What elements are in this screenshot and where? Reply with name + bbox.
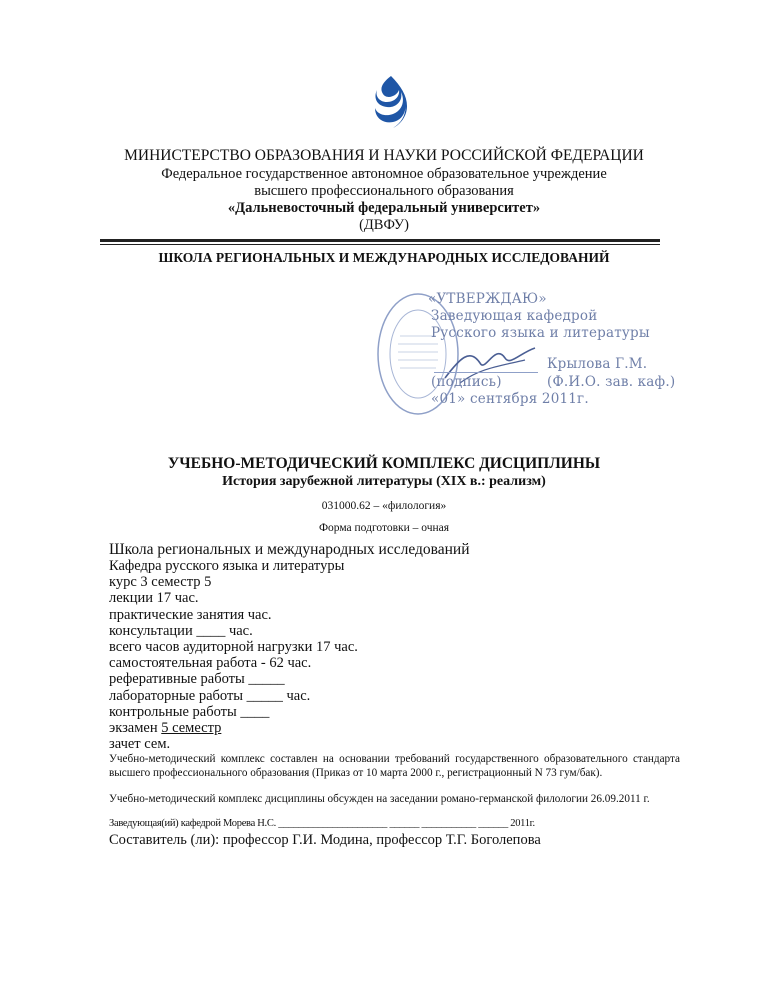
university-logo-icon [369, 74, 409, 130]
discussion-note: Учебно-методический комплекс дисциплины обсужден на заседании романо-германской филологии 26.09.2011 г. [109, 793, 650, 805]
university-abbr: (ДВФУ) [359, 217, 409, 233]
detail-consult: консультации ____ час. [109, 622, 253, 639]
name-label: (Ф.И.О. зав. каф.) [547, 374, 676, 390]
exam-value: 5 семестр [161, 720, 222, 737]
approval-name: Крылова Г.М. [547, 356, 648, 372]
institution-line-2: высшего профессионального образования [254, 183, 514, 199]
detail-labs: лабораторные работы _____ час. [109, 687, 311, 704]
speciality-code: 031000.62 – «филология» [321, 500, 447, 512]
detail-course: курс 3 семестр 5 [109, 574, 212, 591]
approval-position-1: Заведующая кафедрой [431, 308, 598, 324]
detail-credit: зачет сем. [109, 736, 171, 753]
university-name: «Дальневосточный федеральный университет» [227, 200, 541, 216]
detail-lectures: лекции 17 час. [109, 590, 199, 607]
detail-total: всего часов аудиторной нагрузки 17 час. [109, 639, 358, 656]
institution-line-1: Федеральное государственное автономное образовательное учреждение [161, 166, 607, 182]
header-divider-thick [100, 239, 660, 242]
signature-line [434, 372, 538, 373]
exam-prefix: экзамен [109, 720, 162, 737]
detail-practice: практические занятия час. [109, 606, 272, 623]
study-form: Форма подготовки – очная [318, 522, 450, 534]
detail-department: Кафедра русского языка и литературы [109, 558, 345, 574]
detail-exam [109, 720, 709, 736]
course-details [109, 541, 709, 752]
detail-control: контрольные работы ____ [109, 703, 270, 720]
signature-label: (подпись) [431, 374, 502, 390]
school-title: ШКОЛА РЕГИОНАЛЬНЫХ И МЕЖДУНАРОДНЫХ ИССЛЕДОВАНИЙ [158, 250, 610, 265]
department-head-line: Заведующая(ий) кафедрой Морева Н.С. ______________________ ______ ___________ ______ 2011г. [109, 818, 535, 829]
compilers: Составитель (ли): профессор Г.И. Модина, профессор Т.Г. Боголепова [109, 832, 541, 848]
document-title: УЧЕБНО-МЕТОДИЧЕСКИЙ КОМПЛЕКС ДИСЦИПЛИНЫ [167, 455, 601, 472]
approval-date: «01» сентября 2011г. [431, 391, 589, 407]
subject-title: История зарубежной литературы (XIX в.: реализм) [222, 474, 546, 489]
ministry-title: МИНИСТЕРСТВО ОБРАЗОВАНИЯ И НАУКИ РОССИЙСКОЙ ФЕДЕРАЦИИ [124, 147, 644, 164]
approval-position-2: Русского языка и литературы [431, 325, 650, 341]
detail-selfwork: самостоятельная работа - 62 час. [109, 655, 312, 672]
detail-essays: реферативные работы _____ [109, 671, 285, 688]
standard-note: Учебно-методический комплекс составлен на основании требований государственного образовательного стандарта высшего профессионального образования (Приказ от 10 марта 2000 г., регистрационный N 73 гум/бак). [109, 753, 680, 779]
header-divider-thin [100, 244, 660, 245]
approval-heading: «УТВЕРЖДАЮ» [428, 291, 547, 307]
detail-school: Школа региональных и международных исследований [109, 541, 470, 558]
